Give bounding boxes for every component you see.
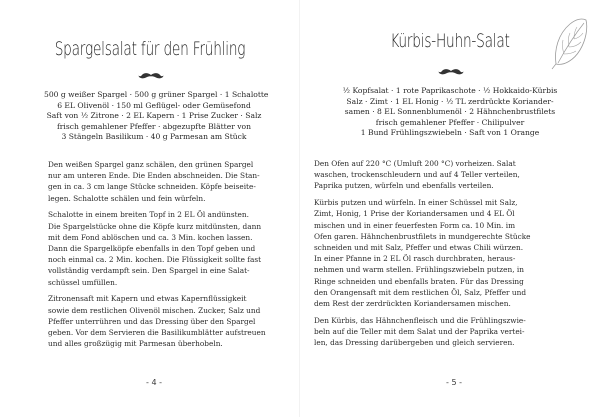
- text-line: schneiden und mit Salz, Pfeffer und etwas Chili würzen.: [314, 243, 524, 253]
- text-line: schüssel umfüllen.: [48, 277, 118, 287]
- instructions: [314, 158, 544, 354]
- text-line: sowie dem restlichen Olivenöl mischen. Zucker, Salz und: [48, 305, 261, 315]
- ingredient-line: 1 Bund Frühlingszwiebeln · Saft von 1 Orange: [360, 128, 540, 138]
- text-line: Den Kürbis, das Hähnchenfleisch und die Frühlingszwie-: [314, 315, 526, 325]
- text-line: nur am unteren Ende. Die Enden abschneiden. Die Stan-: [48, 171, 260, 181]
- ingredient-line: Saft von ½ Zitrone · 2 EL Kapern · 1 Prise Zucker · Salz: [46, 111, 262, 121]
- instructions: [48, 159, 272, 355]
- ingredient-list: [44, 90, 269, 143]
- text-line: nehmen und warm stellen. Frühlingszwiebeln putzen, in: [314, 265, 524, 275]
- text-line: Den weißen Spargel ganz schälen, den grünen Spargel: [48, 160, 254, 169]
- text-line: und alles großzügig mit Parmesan überhobeln.: [48, 339, 223, 349]
- text-line: mit dem Fond ablöschen und ca. 3 Min. kochen lassen.: [48, 232, 253, 242]
- text-line: dem Rest der zerdrückten Koriandersamen mischen.: [314, 299, 511, 309]
- text-line: den Orangensaft mit dem restlichen Öl, Salz, Pfeffer und: [314, 287, 527, 297]
- page-number: - 5 -: [446, 378, 462, 387]
- text-line: Kürbis putzen und würfeln. In einer Schüssel mit Salz,: [314, 198, 518, 208]
- ingredient-line: 6 EL Olivenöl · 150 ml Geflügel- oder Gemüsefond: [57, 100, 251, 110]
- text-line: Pfeffer unterrühren und das Dressing über den Spargel: [48, 316, 256, 326]
- text-line: gen in ca. 3 cm lange Stücke schneiden. Köpfe beiseite-: [48, 182, 256, 192]
- instruction-paragraph: [48, 293, 272, 349]
- text-line: Zimt, Honig, 1 Prise der Koriandersamen und 4 EL Öl: [314, 209, 515, 219]
- ingredient-list: [330, 86, 570, 139]
- text-line: vollständig verdampft sein. Den Spargel in eine Salat-: [48, 266, 250, 276]
- text-line: Ofen garen. Hähnchenbrustfilets in mundgerechte Stücke: [314, 231, 531, 241]
- text-line: Ringe schneiden und ebenfalls braten. Für das Dressing: [314, 276, 524, 286]
- ingredient-line: frisch gemahlener Pfeffer · abgezupfte Blätter von: [56, 121, 252, 131]
- recipe-title: Spargelsalat für den Frühling: [54, 38, 246, 60]
- text-line: Den Ofen auf 220 °C (Umluft 200 °C) vorheizen. Salat: [314, 159, 516, 168]
- text-line: len, das Dressing darübergeben und gleich servieren.: [314, 338, 515, 348]
- ingredient-line: frisch gemahlener Pfeffer · Chilipulver: [375, 117, 525, 127]
- ingredient-line: ½ Kopfsalat · 1 rote Paprikaschote · ½ Hokkaido-Kürbis: [342, 86, 558, 95]
- instruction-paragraph: [314, 158, 544, 192]
- recipe-title: Kürbis-Huhn-Salat: [390, 30, 510, 52]
- text-line: Zitronensaft mit Kapern und etwas Kapernflüssigkeit: [48, 294, 247, 304]
- text-line: waschen, trockenschleudern und auf 4 Teller verteilen,: [314, 170, 520, 180]
- text-line: In einer Pfanne in 2 EL Öl rasch durchbraten, heraus-: [314, 254, 516, 264]
- text-line: beln auf die Teller mit dem Salat und der Paprika vertei-: [314, 327, 525, 337]
- ingredient-line: 3 Stängeln Basilikum · 40 g Parmesan am Stück: [61, 132, 247, 142]
- text-line: geben. Vor dem Servieren die Basilikumblätter aufstreuen: [48, 328, 266, 338]
- text-line: Schalotte in einem breiten Topf in 2 EL Öl andünsten.: [48, 210, 249, 220]
- text-line: noch einmal ca. 2 Min. kochen. Die Flüssigkeit sollte fast: [48, 255, 262, 265]
- instruction-paragraph: [48, 209, 272, 287]
- ingredient-line: 500 g weißer Spargel · 500 g grüner Spargel · 1 Schalotte: [44, 90, 269, 99]
- ingredient-line: samen · 8 EL Sonnenblumenöl · 2 Hähnchenbrustfilets: [344, 107, 556, 117]
- text-line: Paprika putzen, würfeln und ebenfalls verteilen.: [314, 181, 494, 191]
- text-line: Dann die Spargelköpfe ebenfalls in den Topf geben und: [48, 244, 256, 254]
- mustache-icon: [438, 68, 464, 76]
- text-line: mischen und in einer feuerfesten Form ca. 10 Min. im: [314, 220, 516, 230]
- text-line: Die Spargelstücke ohne die Köpfe kurz mitdünsten, dann: [48, 221, 262, 231]
- text-line: legen. Schalotte schälen und fein würfeln.: [48, 193, 206, 203]
- right-page: [300, 0, 600, 417]
- instruction-paragraph: [314, 197, 544, 309]
- instruction-paragraph: [314, 315, 544, 349]
- ingredient-line: Salz · Zimt · 1 EL Honig · ½ TL zerdrückte Koriander-: [346, 96, 554, 106]
- instruction-paragraph: [48, 159, 272, 204]
- mustache-icon: [138, 72, 164, 80]
- page-number: - 4 -: [146, 378, 162, 387]
